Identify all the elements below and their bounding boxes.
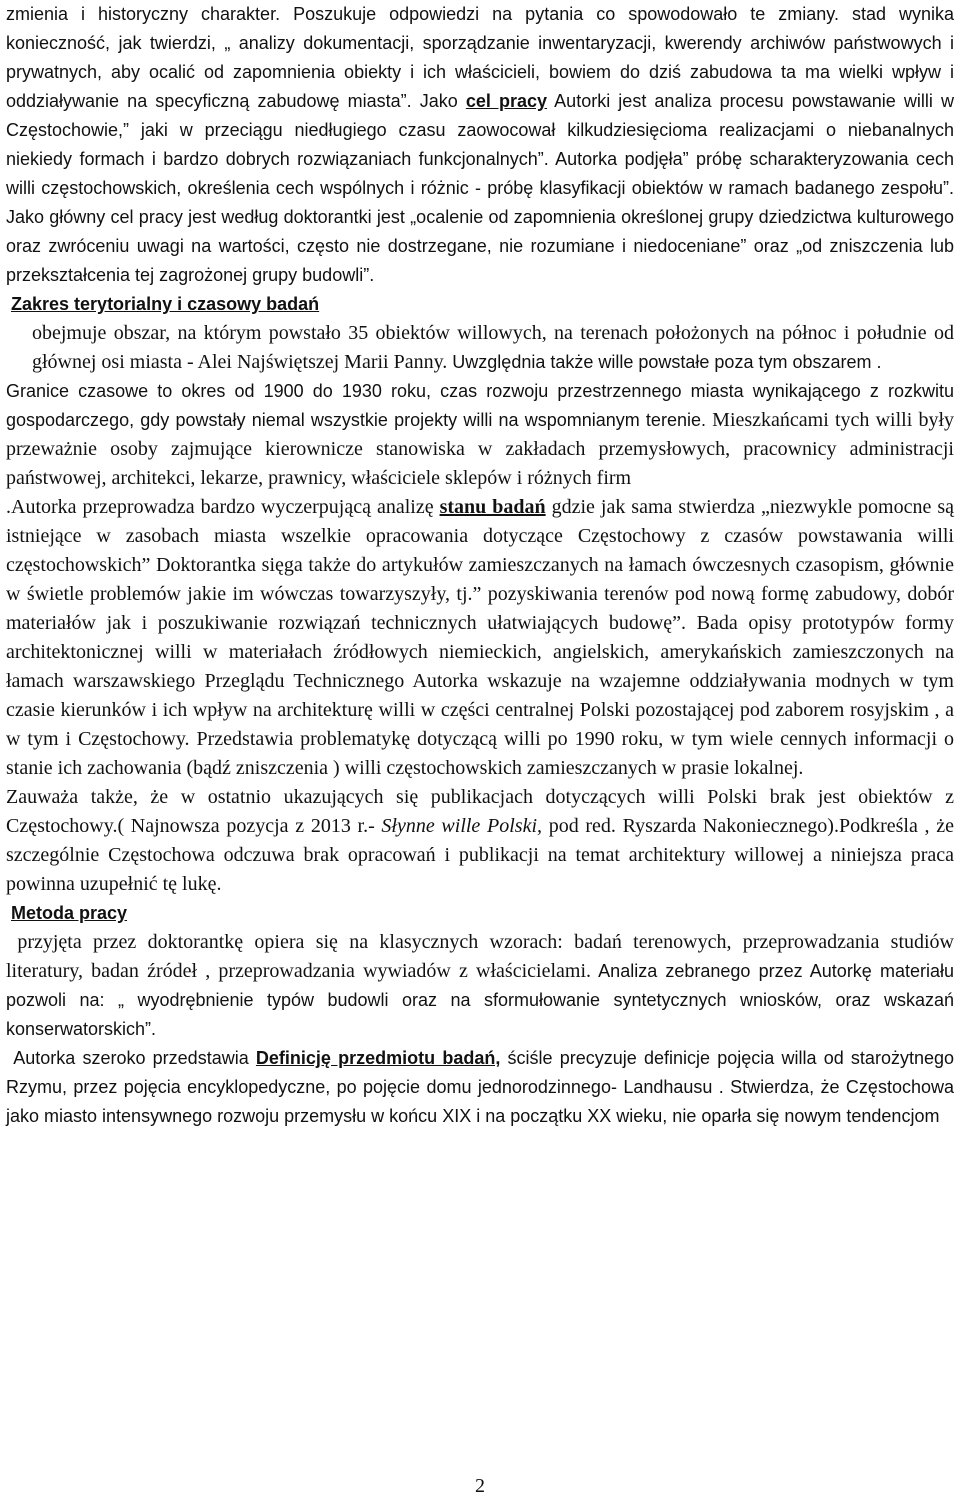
paragraph-metoda	[6, 928, 954, 1044]
text-run: Autorki jest analiza procesu powstawanie willi w Częstochowie,” jaki w przeciągu niedługiego czasu zaowocował kilkudziesięcioma realizacjami o niebanalnych niekiedy formach i bardzo dobrych rozwiązaniach funkcjonalnych”. Autorka podjęła” próbę scharakteryzowania cech willi częstochowskich, określenia cech wspólnych i różnic - próbę klasyfikacji obiektów w ramach badanego zespołu”. Jako główny cel pracy jest według doktorantki jest „ocalenie od zapomnienia określonej grupy dziedzictwa kulturowego oraz zwróceniu uwagi na wartości, często nie dostrzegane, nie rozumiane i niedoceniane” oraz „od zniszczenia lub przekształcenia tej zagrożonej grupy budowli”.	[6, 91, 954, 285]
text-run: Autorka szeroko przedstawia	[13, 1048, 256, 1068]
page-number: 2	[475, 1475, 485, 1497]
text-run: Analiza zebranego przez Autorkę materiału pozwoli na: „ wyodrębnienie typów budowli oraz na sformułowanie syntetycznych wniosków, oraz wskazań konserwatorskich”.	[6, 961, 955, 1039]
text-run: Mieszkańcami tych willi były przeważnie osoby zajmujące kierownicze stanowiska w zakładach przemysłowych, pracownicy administracji państwowej, architekci, lekarze, prawnicy, właściciele sklepów i różnych firm	[6, 409, 955, 489]
text-run: zmienia i historyczny charakter. Poszukuje odpowiedzi na pytania co spowodowało te zmiany. stad wynika konieczność, jak twierdzi, „ analizy dokumentacji, sporządzanie inwentaryzacji, kwerendy archiwów państwowych i prywatnych, aby ocalić od zapomnienia obiekty i ich właścicieli, bowiem do dziś zabudowa ta ma wielki wpływ i oddziaływanie na specyficzną zabudowę miasta”. Jako	[6, 4, 954, 111]
text-run: pod red. Ryszarda Nakoniecznego).Podkreśla , że szczególnie Częstochowa odczuwa brak opracowań i publikacji na temat architektury willowej a niniejsza praca powinna uzupełnić tę lukę.	[6, 815, 954, 895]
text-run: obejmuje obszar, na którym powstało 35 obiektów willowych, na terenach położonych na północ i południe od głównej osi miasta - Alei Najświętszej Marii Panny.	[32, 322, 954, 373]
heading-definicja: Definicję przedmiotu badań,	[255, 1048, 501, 1068]
text-run: przyjęta przez doktorantkę opiera się na klasycznych wzorach: badań terenowych, przeprowadzania studiów literatury, badan źródeł , przeprowadzania wywiadów z właścicielami.	[6, 931, 954, 982]
paragraph-stan-badan	[6, 493, 954, 783]
paragraph-granice	[6, 377, 954, 493]
text-run: Granice czasowe to okres od 1900 do 1930 roku, czas rozwoju przestrzennego miasta wynikającego z rozkwitu gospodarczego, gdy powstały niemal wszystkie projekty willi na wspomnianym terenie.	[6, 381, 954, 430]
text-run: Uwzględnia także wille powstałe poza tym obszarem .	[447, 352, 882, 372]
book-title: Słynne wille Polski,	[381, 815, 542, 837]
paragraph-publikacje	[6, 783, 954, 899]
paragraph-zakres	[6, 319, 954, 377]
heading-zakres: Zakres terytorialny i czasowy badań	[11, 294, 320, 314]
text-run: Zauważa także, że w ostatnio ukazujących się publikacjach dotyczących willi Polski brak jest obiektów z Częstochowy.( Najnowsza pozycja z 2013 r.-	[6, 786, 954, 837]
text-run: .Autorka przeprowadza bardzo wyczerpującą analizę	[6, 496, 440, 518]
heading-cel-pracy: cel pracy	[465, 91, 548, 111]
paragraph-definicja	[6, 1044, 954, 1131]
document-page	[6, 0, 954, 1509]
heading-metoda: Metoda pracy	[11, 903, 128, 923]
heading-stan-badan: stanu badań	[439, 496, 546, 518]
paragraph-cel-pracy	[6, 0, 954, 290]
text-run: ściśle precyzuje definicje pojęcia willa od starożytnego Rzymu, przez pojęcia encyklopedyczne, po pojęcie domu jednorodzinnego- Landhausu . Stwierdza, że Częstochowa jako miasto intensywnego rozwoju przemysłu w końcu XIX i na początku XX wieku, nie oparła się nowym tendencjom	[6, 1048, 954, 1126]
text-run: gdzie jak sama stwierdza „niezwykle pomocne są istniejące w zasobach miasta wszelkie opracowania dotyczące Częstochowy z czasów powstawania willi częstochowskich” Doktorantka sięga także do artykułów zamieszczanych na łamach ówczesnych czasopism, głównie w świetle problemów jakie im wówczas towarzyszyły, tj.” pozyskiwania terenów pod nową formę zabudowy, dobór materiałów jak i poszukiwanie rozwiązań technicznych ułatwiających budowę”. Bada opisy prototypów formy architektonicznej willi w materiałach źródłowych niemieckich, angielskich, amerykańskich zamieszczonych na łamach warszawskiego Przeglądu Technicznego Autorka wskazuje na wzajemne oddziaływania modnych w tym czasie kierunków i ich wpływ na architekturę willi w części centralnej Polski pozostającej pod zaborem rosyjskim , a w tym i Częstochowy. Przedstawia problematykę dotyczącą willi po 1990 roku, w tym wiele cennych informacji o stanie ich zachowania (bądź zniszczenia ) willi częstochowskich zamieszczanych w prasie lokalnej.	[6, 496, 954, 779]
